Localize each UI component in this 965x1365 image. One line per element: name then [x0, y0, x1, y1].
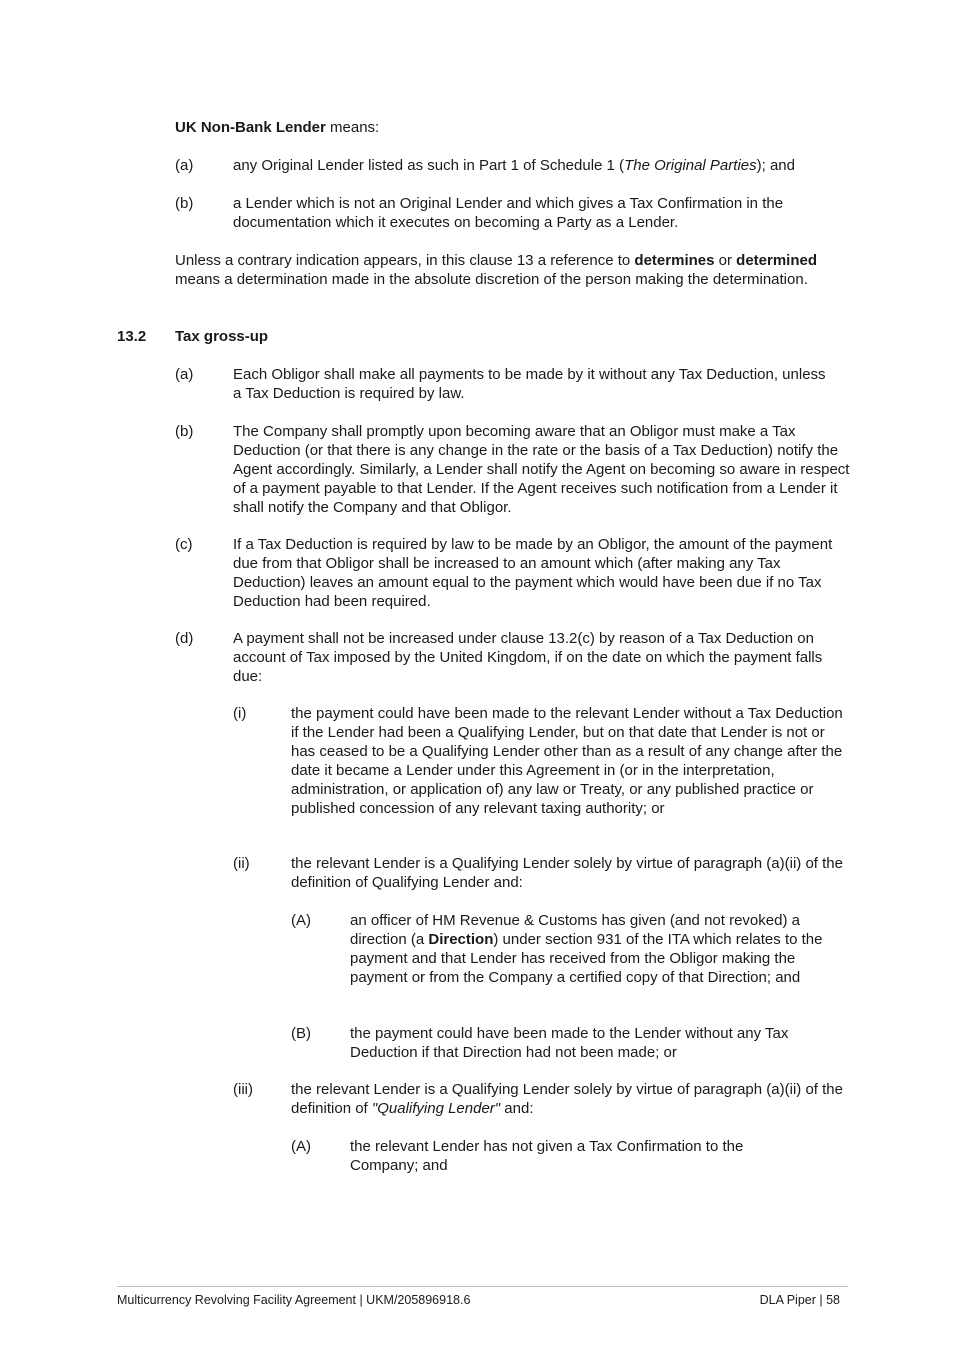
- para-a-number: (a): [175, 366, 194, 383]
- para-b-text: The Company shall promptly upon becoming aware that an Obligor must make a Tax Deduction (or that there is any change in the rate or the basis of a Tax Deduction) notify the Agent accordingly. Similarly, a Lender shall notify the Agent on becoming so aware in respect of a payment payable to that Lender. If the Agent receives such notification from a Lender it shall notify the Company and that Obligor.: [233, 423, 850, 516]
- definition-item-b-text: a Lender which is not an Original Lender and which gives a Tax Confirmation in the documentation which it executes on becoming a Party as a Lender.: [233, 195, 784, 231]
- footer-page-number: DLA Piper | 58: [759, 1293, 840, 1307]
- interpretation-paragraph: Unless a contrary indication appears, in this clause 13 a reference to determines or determined means a determination made in the absolute discretion of the person making the determination.: [175, 252, 818, 288]
- sub-ii-number: (ii): [233, 855, 250, 872]
- definition-item-a-text: any Original Lender listed as such in Part 1 of Schedule 1 (The Original Parties); and: [233, 157, 795, 174]
- para-d-number: (d): [175, 630, 194, 647]
- para-a-text: Each Obligor shall make all payments to be made by it without any Tax Deduction, unless a Tax Deduction is required by law.: [233, 366, 826, 402]
- section-number: 13.2: [117, 328, 147, 345]
- sub-iii-A-number: (A): [291, 1138, 311, 1155]
- definition-heading: UK Non-Bank Lender means:: [175, 119, 380, 136]
- para-b-number: (b): [175, 423, 194, 440]
- sub-ii-text: the relevant Lender is a Qualifying Lender solely by virtue of paragraph (a)(ii) of the definition of Qualifying Lender and:: [291, 855, 843, 891]
- sub-ii-B-text: the payment could have been made to the Lender without any Tax Deduction if that Direction had not been made; or: [350, 1025, 789, 1061]
- sub-i-number: (i): [233, 705, 247, 722]
- section-title: Tax gross-up: [175, 328, 269, 345]
- para-d-text: A payment shall not be increased under clause 13.2(c) by reason of a Tax Deduction on account of Tax imposed by the United Kingdom, if on the date on which the payment falls due:: [233, 630, 823, 685]
- sub-iii-A-text: the relevant Lender has not given a Tax Confirmation to the Company; and: [350, 1138, 744, 1174]
- sub-ii-A-text: an officer of HM Revenue & Customs has given (and not revoked) a direction (a Direction) under section 931 of the ITA which relates to the payment and that Lender has received from the Obligor making the payment or from the Company a certified copy of that Direction; and: [350, 912, 823, 986]
- sub-i-text: the payment could have been made to the relevant Lender without a Tax Deduction if the Lender had been a Qualifying Lender, but on that date that Lender is not or has ceased to be a Qualifying Lender other than as a result of any change after the date it became a Lender under this Agreement in (or in the interpretation, administration, or application of) any law or Treaty, or any published practice or published concession of any relevant taxing authority; or: [291, 705, 843, 817]
- direction-term: Direction: [428, 931, 494, 948]
- defined-term: UK Non-Bank Lender: [175, 119, 326, 136]
- footer-document-reference: Multicurrency Revolving Facility Agreement | UKM/205896918.6: [117, 1293, 471, 1307]
- sub-iii-number: (iii): [233, 1081, 253, 1098]
- sub-ii-B-number: (B): [291, 1025, 311, 1042]
- definition-item-b-number: (b): [175, 195, 194, 212]
- footer-divider: [117, 1286, 848, 1287]
- sub-ii-A-number: (A): [291, 912, 311, 929]
- para-c-number: (c): [175, 536, 193, 553]
- sub-iii-text: the relevant Lender is a Qualifying Lender solely by virtue of paragraph (a)(ii) of the definition of "Qualifying Lender" and:: [291, 1081, 843, 1117]
- definition-item-a-number: (a): [175, 157, 194, 174]
- para-c-text: If a Tax Deduction is required by law to be made by an Obligor, the amount of the payment due from that Obligor shall be increased to an amount which (after making any Tax Deduction) leaves an amount equal to the payment which would have been due if no Tax Deduction had been required.: [233, 536, 833, 610]
